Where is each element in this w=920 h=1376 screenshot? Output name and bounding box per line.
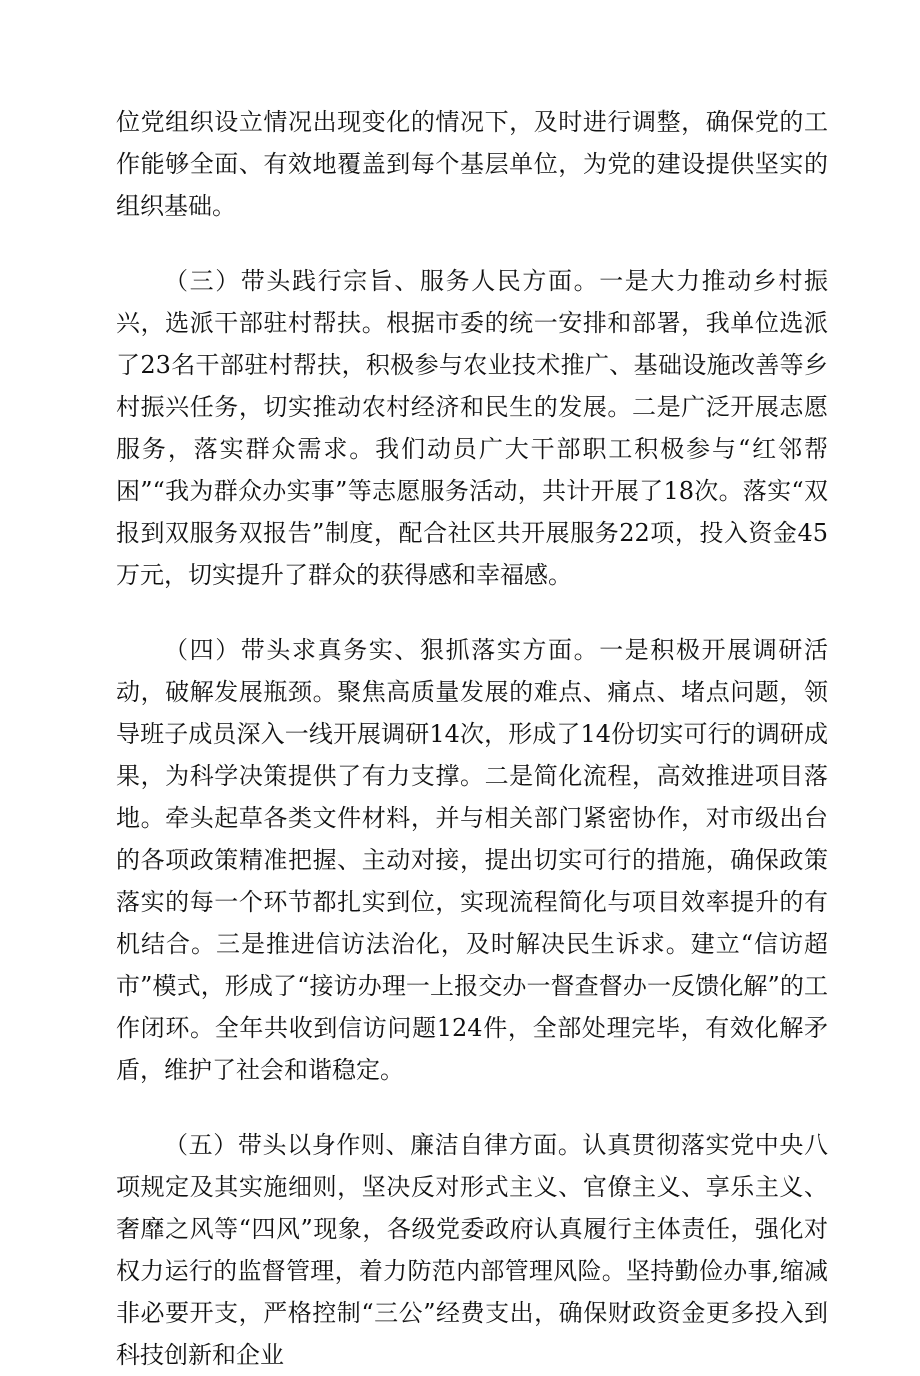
document-body [116, 101, 828, 1376]
paragraph-continuation: 位党组织设立情况出现变化的情况下，及时进行调整，确保党的工作能够全面、有效地覆盖到每个基层单位，为党的建设提供坚实的组织基础。 [116, 108, 828, 220]
paragraph-section-3: （三）带头践行宗旨、服务人民方面。一是大力推动乡村振兴，选派干部驻村帮扶。根据市委的统一安排和部署，我单位选派了23名干部驻村帮扶，积极参与农业技术推广、基础设施改善等乡村振兴任务，切实推动农村经济和民生的发展。二是广泛开展志愿服务，落实群众需求。我们动员广大干部职工积极参与“红邻帮困”“我为群众办实事”等志愿服务活动，共计开展了18次。落实“双报到双服务双报告”制度，配合社区共开展服务22项，投入资金45万元，切实提升了群众的获得感和幸福感。 [116, 267, 828, 589]
paragraph-section-5: （五）带头以身作则、廉洁自律方面。认真贯彻落实党中央八项规定及其实施细则，坚决反对形式主义、官僚主义、享乐主义、奢靡之风等“四风”现象，各级党委政府认真履行主体责任，强化对权力运行的监督管理，着力防范内部管理风险。坚持勤俭办事,缩减非必要开支，严格控制“三公”经费支出，确保财政资金更多投入到科技创新和企业 [116, 1131, 828, 1369]
paragraph-section-4: （四）带头求真务实、狠抓落实方面。一是积极开展调研活动，破解发展瓶颈。聚焦高质量发展的难点、痛点、堵点问题，领导班子成员深入一线开展调研14次，形成了14份切实可行的调研成果，为科学决策提供了有力支撑。二是简化流程，高效推进项目落地。牵头起草各类文件材料，并与相关部门紧密协作，对市级出台的各项政策精准把握、主动对接，提出切实可行的措施，确保政策落实的每一个环节都扎实到位，实现流程简化与项目效率提升的有机结合。三是推进信访法治化，及时解决民生诉求。建立“信访超市”模式，形成了“接访办理一上报交办一督查督办一反馈化解”的工作闭环。全年共收到信访问题124件，全部处理完毕，有效化解矛盾，维护了社会和谐稳定。 [116, 636, 828, 1084]
